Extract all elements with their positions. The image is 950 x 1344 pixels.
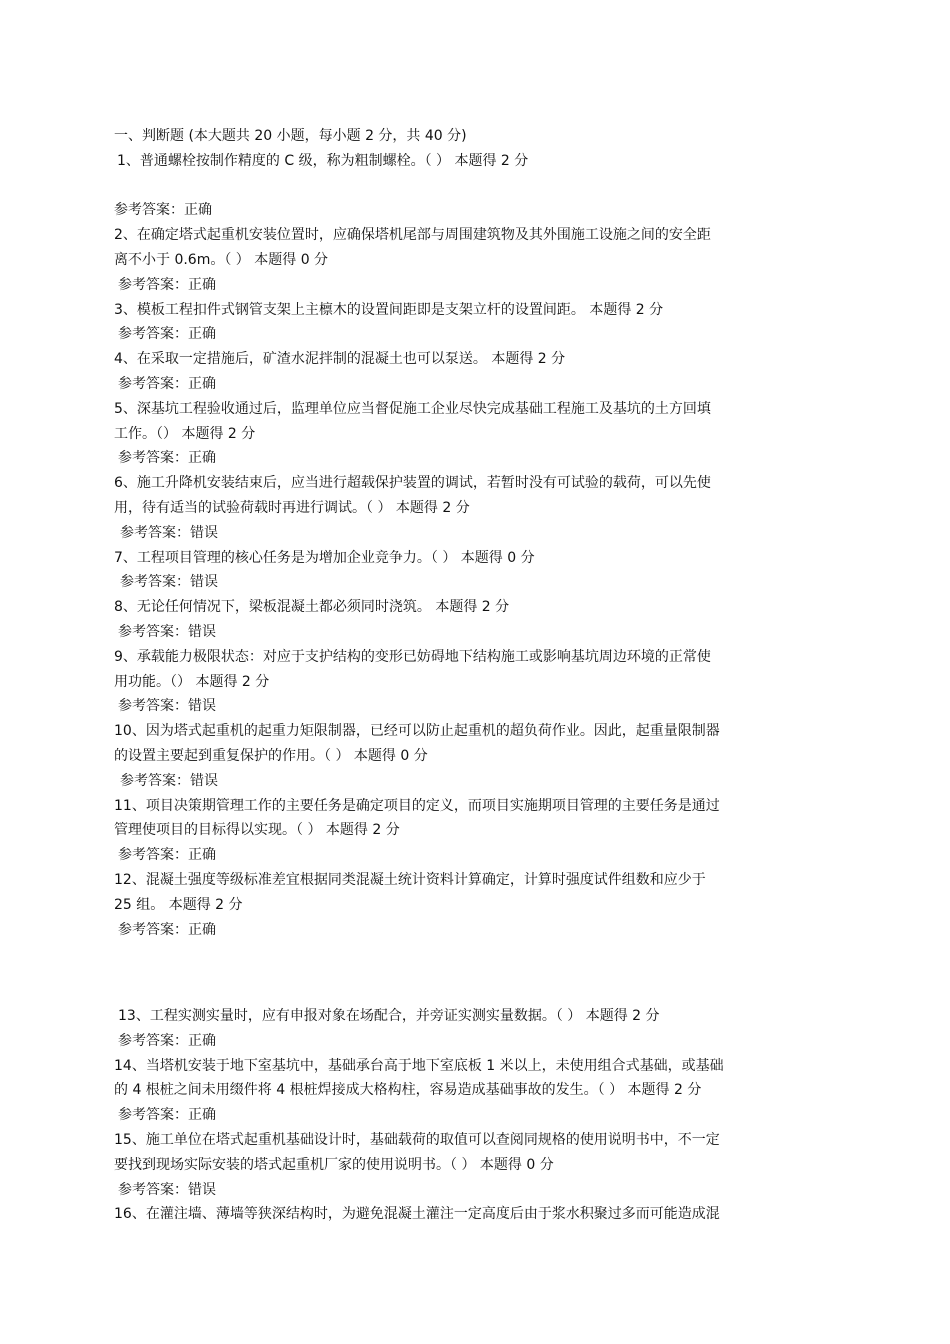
question-6-line-2: 用，待有适当的试验荷载时再进行调试。（ ） 本题得 2 分 [114, 499, 470, 516]
question-3-line-1: 3、模板工程扣件式钢管支架上主檩木的设置间距即是支架立杆的设置间距。 本题得 2 分 [114, 301, 664, 318]
question-6-line-1: 6、施工升降机安装结束后，应当进行超载保护装置的调试，若暂时没有可试验的载荷，可以先使 [114, 475, 711, 492]
question-10-answer: 参考答案：错误 [120, 772, 218, 789]
question-1-answer: 参考答案：正确 [114, 202, 212, 219]
question-6-answer: 参考答案：错误 [120, 524, 218, 541]
blank-spacer [114, 942, 838, 967]
question-1-line-1: 1、普通螺栓按制作精度的 C 级，称为粗制螺栓。（ ） 本题得 2 分 [117, 152, 529, 169]
question-10-line-1: 10、因为塔式起重机的起重力矩限制器，已经可以防止起重机的超负荷作业。因此，起重量限制器 [114, 723, 720, 740]
question-15-line-2: 要找到现场实际安装的塔式起重机厂家的使用说明书。（ ） 本题得 0 分 [114, 1156, 554, 1173]
question-15-line-1: 15、施工单位在塔式起重机基础设计时，基础载荷的取值可以查阅同规格的使用说明书中，不一定 [114, 1132, 720, 1149]
question-15-answer: 参考答案：错误 [118, 1181, 216, 1198]
question-8-answer: 参考答案：错误 [118, 623, 216, 640]
question-12-line-2: 25 组。 本题得 2 分 [114, 896, 243, 913]
question-8-line-1: 8、无论任何情况下，梁板混凝土都必须同时浇筑。 本题得 2 分 [114, 599, 510, 616]
section-title: 一、判断题 (本大题共 20 小题，每小题 2 分，共 40 分) [114, 128, 467, 144]
question-5-line-1: 5、深基坑工程验收通过后，监理单位应当督促施工企业尽快完成基础工程施工及基坑的土方回填 [114, 400, 711, 417]
question-2-line-2: 离不小于 0.6m。（ ） 本题得 0 分 [114, 251, 329, 268]
question-4-answer: 参考答案：正确 [118, 375, 216, 392]
question-14-line-2: 的 4 根桩之间未用缀件将 4 根桩焊接成大格构柱，容易造成基础事故的发生。（ ） 本题得 2 分 [114, 1082, 702, 1099]
question-9-line-2: 用功能。（） 本题得 2 分 [114, 673, 270, 690]
question-14-line-1: 14、当塔机安装于地下室基坑中，基础承台高于地下室底板 1 米以上，未使用组合式基础，或基础 [114, 1057, 724, 1074]
question-12-answer: 参考答案：正确 [118, 921, 216, 938]
question-16-line-1: 16、在灌注墙、薄墙等狭深结构时，为避免混凝土灌注一定高度后由于浆水积聚过多而可能造成混 [114, 1206, 720, 1223]
question-11-line-2: 管理使项目的目标得以实现。（ ） 本题得 2 分 [114, 822, 400, 839]
question-5-answer: 参考答案：正确 [118, 450, 216, 467]
blank-spacer [114, 967, 838, 1004]
question-7-line-1: 7、工程项目管理的核心任务是为增加企业竞争力。（ ） 本题得 0 分 [114, 549, 535, 566]
question-11-line-1: 11、项目决策期管理工作的主要任务是确定项目的定义，而项目实施期项目管理的主要任务是通过 [114, 797, 720, 814]
question-13-line-1: 13、工程实测实量时，应有申报对象在场配合，并旁证实测实量数据。（ ） 本题得 2 分 [118, 1008, 660, 1025]
question-2-answer: 参考答案：正确 [118, 276, 216, 293]
question-11-answer: 参考答案：正确 [118, 847, 216, 864]
question-9-answer: 参考答案：错误 [118, 698, 216, 715]
blank-spacer [114, 174, 838, 199]
question-4-line-1: 4、在采取一定措施后，矿渣水泥拌制的混凝土也可以泵送。 本题得 2 分 [114, 351, 566, 368]
question-9-line-1: 9、承载能力极限状态：对应于支护结构的变形已妨碍地下结构施工或影响基坑周边环境的正常使 [114, 648, 711, 665]
document-page [114, 124, 838, 1227]
question-12-line-1: 12、混凝土强度等级标准差宜根据同类混凝土统计资料计算确定，计算时强度试件组数和应少于 [114, 871, 706, 888]
question-7-answer: 参考答案：错误 [120, 574, 218, 591]
question-3-answer: 参考答案：正确 [118, 326, 216, 343]
question-10-line-2: 的设置主要起到重复保护的作用。（ ） 本题得 0 分 [114, 747, 428, 764]
question-13-answer: 参考答案：正确 [118, 1032, 216, 1049]
question-2-line-1: 2、在确定塔式起重机安装位置时，应确保塔机尾部与周围建筑物及其外围施工设施之间的安全距 [114, 227, 711, 244]
question-5-line-2: 工作。（） 本题得 2 分 [114, 425, 256, 442]
question-14-answer: 参考答案：正确 [118, 1107, 216, 1124]
